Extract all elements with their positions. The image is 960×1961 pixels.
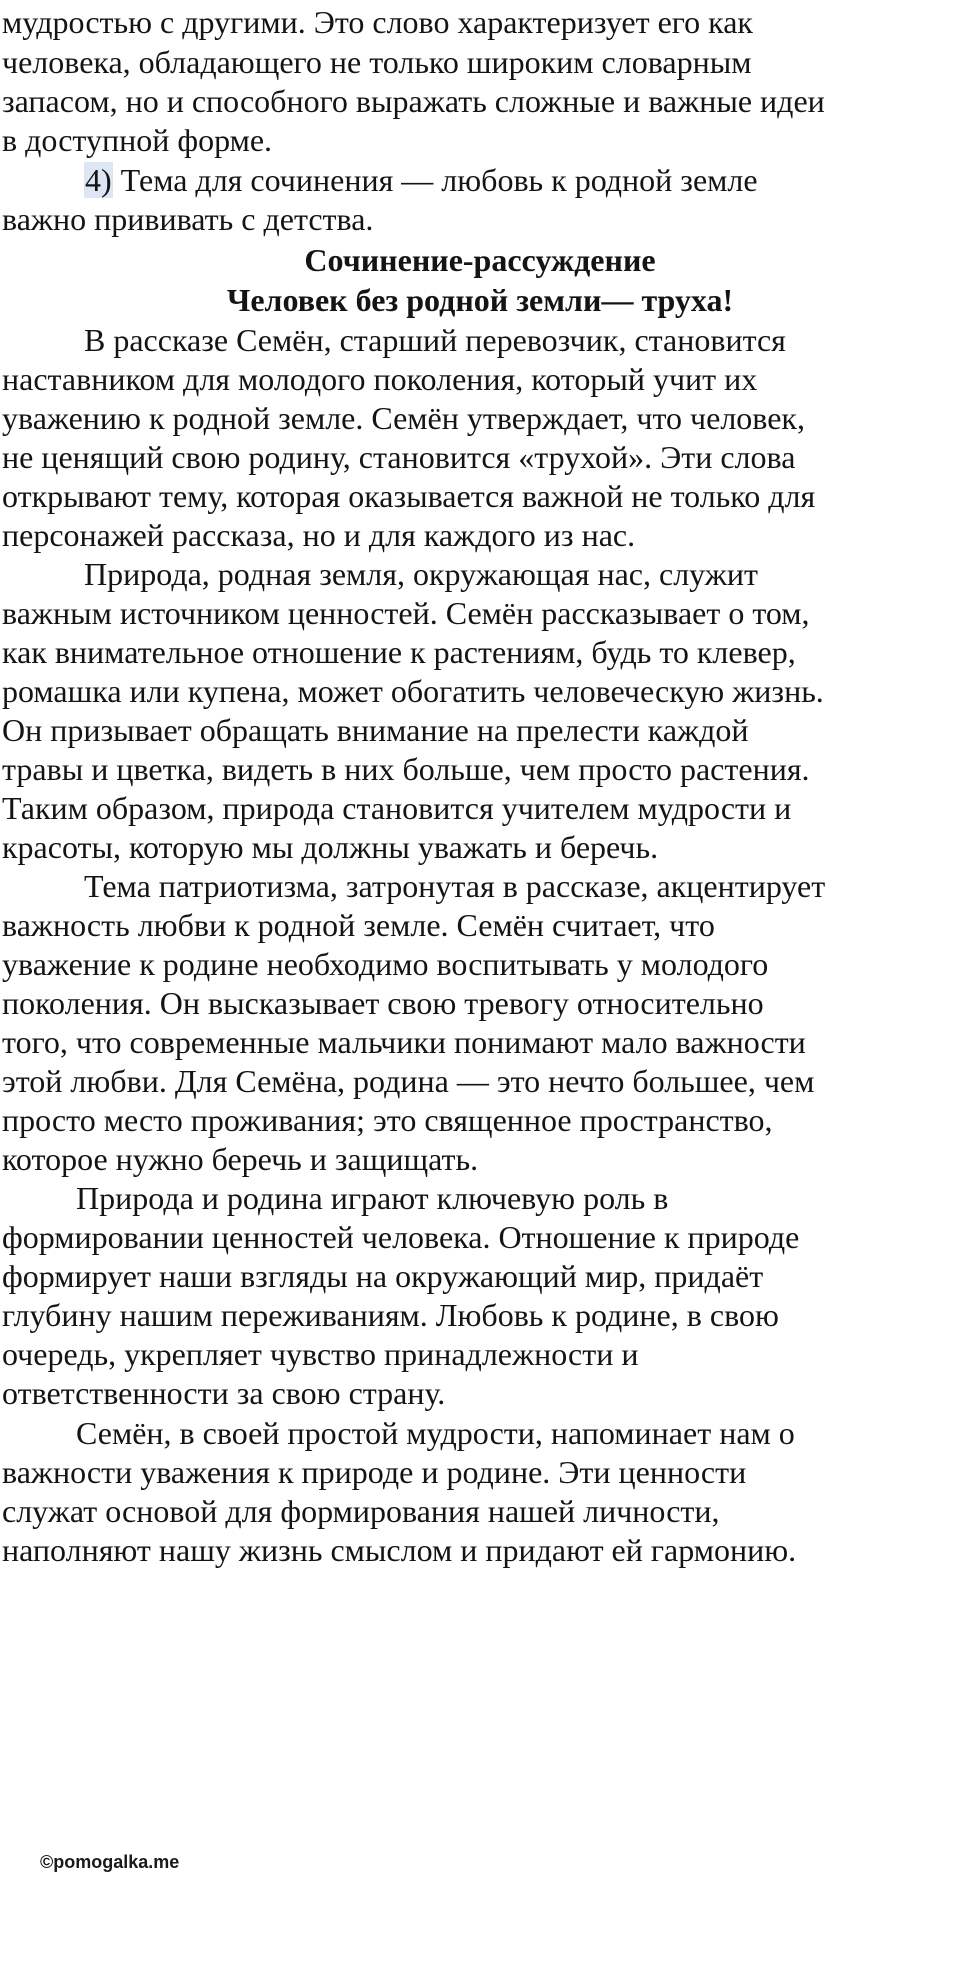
p1-line-4: не ценящий свою родину, становится «трухой». Эти слова: [2, 439, 796, 475]
p2-line-7: Таким образом, природа становится учителем мудрости и: [2, 790, 792, 826]
p1-line-6: персонажей рассказа, но и для каждого из нас.: [2, 517, 636, 553]
p3-line-8: которое нужно беречь и защищать.: [2, 1141, 479, 1177]
p5-line-2: важности уважения к природе и родине. Эти ценности: [2, 1454, 747, 1490]
item4-number: 4): [85, 162, 112, 198]
p3-line-4: поколения. Он высказывает свою тревогу относительно: [2, 985, 764, 1021]
p4-line-3: формирует наши взгляды на окружающий мир, придаёт: [2, 1258, 764, 1294]
p2-line-1: Природа, родная земля, окружающая нас, служит: [84, 556, 758, 592]
watermark: ©pomogalka.me: [40, 1852, 180, 1872]
p3-line-3: уважение к родине необходимо воспитывать у молодого: [2, 946, 769, 982]
item4-line-1: [84, 160, 758, 200]
item4-text: Тема для сочинения — любовь к родной земле: [112, 162, 758, 198]
p1-line-3: уважению к родной земле. Семён утверждает, что человек,: [2, 400, 805, 436]
p5-line-4: наполняют нашу жизнь смыслом и придают ей гармонию.: [2, 1532, 797, 1568]
p2-line-6: травы и цветка, видеть в них больше, чем просто растения.: [2, 751, 810, 787]
intro-line-4: в доступной форме.: [2, 122, 273, 158]
intro-line-1: мудростью с другими. Это слово характеризует его как: [2, 4, 753, 40]
intro-line-3: запасом, но и способного выражать сложные и важные идеи: [2, 83, 825, 119]
p2-line-2: важным источником ценностей. Семён рассказывает о том,: [2, 595, 810, 631]
p3-line-6: этой любви. Для Семёна, родина — это нечто большее, чем: [2, 1063, 815, 1099]
p2-line-4: ромашка или купена, может обогатить человеческую жизнь.: [2, 673, 824, 709]
p1-line-2: наставником для молодого поколения, который учит их: [2, 361, 758, 397]
p4-line-2: формировании ценностей человека. Отношение к природе: [2, 1219, 800, 1255]
essay-genre-heading: Сочинение-рассуждение: [304, 242, 656, 278]
p3-line-1: Тема патриотизма, затронутая в рассказе, акцентирует: [84, 868, 826, 904]
item4-line-2: важно прививать с детства.: [2, 201, 374, 237]
intro-line-2: человека, обладающего не только широким словарным: [2, 44, 752, 80]
p4-line-6: ответственности за свою страну.: [2, 1375, 446, 1411]
p2-line-5: Он призывает обращать внимание на прелести каждой: [2, 712, 749, 748]
p5-line-1: Семён, в своей простой мудрости, напоминает нам о: [76, 1415, 795, 1451]
p3-line-7: просто место проживания; это священное пространство,: [2, 1102, 773, 1138]
p1-line-5: открывают тему, которая оказывается важной не только для: [2, 478, 816, 514]
p2-line-3: как внимательное отношение к растениям, будь то клевер,: [2, 634, 796, 670]
p4-line-5: очередь, укрепляет чувство принадлежности и: [2, 1336, 639, 1372]
p3-line-5: того, что современные мальчики понимают мало важности: [2, 1024, 806, 1060]
p1-line-1: В рассказе Семён, старший перевозчик, становится: [84, 322, 786, 358]
p5-line-3: служат основой для формирования нашей личности,: [2, 1493, 720, 1529]
p3-line-2: важность любви к родной земле. Семён считает, что: [2, 907, 715, 943]
p2-line-8: красоты, которую мы должны уважать и беречь.: [2, 829, 659, 865]
p4-line-4: глубину нашим переживаниям. Любовь к родине, в свою: [2, 1297, 779, 1333]
p4-line-1: Природа и родина играют ключевую роль в: [76, 1180, 669, 1216]
essay-title-heading: Человек без родной земли— труха!: [226, 282, 734, 318]
